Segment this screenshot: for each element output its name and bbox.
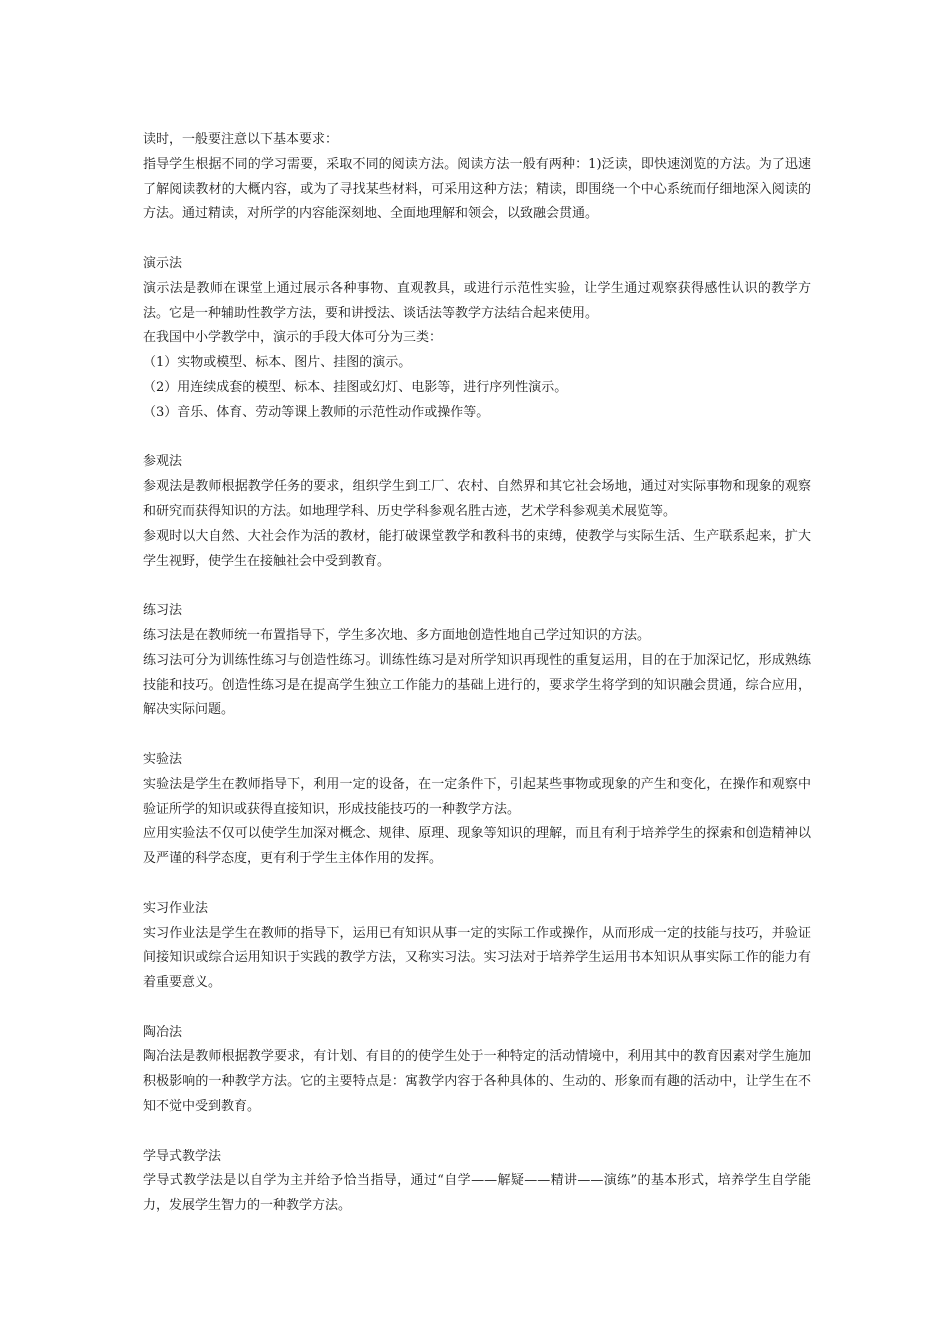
document-page: [143, 128, 811, 1219]
list-item: （1）实物或模型、标本、图片、挂图的演示。: [143, 355, 412, 371]
section-edification: [143, 1021, 811, 1120]
intro-lead: 读时，一般要注意以下基本要求：: [143, 132, 339, 147]
section-paragraph: 参观时以大自然、大社会作为活的教材，能打破课堂教学和教科书的束缚，使教学与实际生活、生产联系起来，扩大学生视野，使学生在接触社会中受到教育。: [143, 528, 811, 569]
section-paragraph: 练习法可分为训练性练习与创造性练习。训练性练习是对所学知识再现性的重复运用，目的在于加深记忆，形成熟练技能和技巧。创造性练习是在提高学生独立工作能力的基础上进行的，要求学生将学到的知识融会贯通，综合应用，解决实际问题。: [143, 652, 811, 718]
section-paragraph: 参观法是教师根据教学任务的要求，组织学生到工厂、农村、自然界和其它社会场地，通过对实际事物和现象的观察和研究而获得知识的方法。如地理学科、历史学科参观名胜古迹，艺术学科参观美术展览等。: [143, 479, 811, 519]
spacer: [143, 723, 811, 748]
spacer: [143, 1120, 811, 1145]
section-paragraph: 陶冶法是教师根据教学要求，有计划、有目的的使学生处于一种特定的活动情境中，利用其中的教育因素对学生施加积极影响的一种教学方法。它的主要特点是：寓教学内容于各种具体的、生动的、形象而有趣的活动中，让学生在不知不觉中受到教育。: [143, 1049, 811, 1115]
section-title: 实习作业法: [143, 900, 209, 916]
section-demonstration: [143, 252, 811, 426]
section-practice: [143, 599, 811, 723]
spacer: [143, 872, 811, 897]
section-paragraph: 实习作业法是学生在教师的指导下，运用已有知识从事一定的实际工作或操作，从而形成一定的技能与技巧，并验证间接知识或综合运用知识于实践的教学方法，又称实习法。实习法对于培养学生运用书本知识从事实际工作的能力有着重要意义。: [143, 925, 811, 991]
section-experiment: [143, 748, 811, 872]
list-item: （2）用连续成套的模型、标本、挂图或幻灯、电影等，进行序列性演示。: [143, 379, 568, 395]
spacer: [143, 227, 811, 252]
section-internship: [143, 897, 811, 996]
section-title: 学导式教学法: [143, 1148, 222, 1164]
spacer: [143, 574, 811, 599]
section-paragraph: 应用实验法不仅可以使学生加深对概念、规律、原理、现象等知识的理解，而且有利于培养学生的探索和创造精神以及严谨的科学态度，更有利于学生主体作用的发挥。: [143, 826, 811, 867]
section-title: 参观法: [143, 454, 183, 470]
spacer: [143, 426, 811, 451]
section-paragraph: 练习法是在教师统一布置指导下，学生多次地、多方面地创造性地自己学过知识的方法。: [143, 627, 651, 643]
section-paragraph: 在我国中小学教学中，演示的手段大体可分为三类：: [143, 330, 443, 346]
section-title: 练习法: [143, 603, 183, 619]
section-guided-learning: [143, 1145, 811, 1219]
section-paragraph: 演示法是教师在课堂上通过展示各种事物、直观教具，或进行示范性实验，让学生通过观察获得感性认识的教学方法。它是一种辅助性教学方法，要和讲授法、谈话法等教学方法结合起来使用。: [143, 280, 811, 321]
section-title: 演示法: [143, 255, 183, 271]
section-title: 实验法: [143, 751, 183, 767]
section-paragraph: 实验法是学生在教师指导下，利用一定的设备，在一定条件下，引起某些事物或现象的产生和变化，在操作和观察中验证所学的知识或获得直接知识，形成技能技巧的一种教学方法。: [143, 776, 811, 817]
list-item: （3）音乐、体育、劳动等课上教师的示范性动作或操作等。: [143, 404, 490, 420]
section-paragraph: 学导式教学法是以自学为主并给予恰当指导，通过“自学——解疑——精讲——演练”的基本形式，培养学生自学能力，发展学生智力的一种教学方法。: [143, 1173, 811, 1214]
spacer: [143, 996, 811, 1021]
section-title: 陶冶法: [143, 1024, 183, 1040]
section-visit: [143, 450, 811, 574]
intro-body: 指导学生根据不同的学习需要，采取不同的阅读方法。阅读方法一般有两种：1)泛读，即快速浏览的方法。为了迅速了解阅读教材的大概内容，或为了寻找某些材料，可采用这种方法；精读，即围绕一个中心系统而仔细地深入阅读的方法。通过精读，对所学的内容能深刻地、全面地理解和领会，以致融会贯通。: [143, 156, 811, 222]
